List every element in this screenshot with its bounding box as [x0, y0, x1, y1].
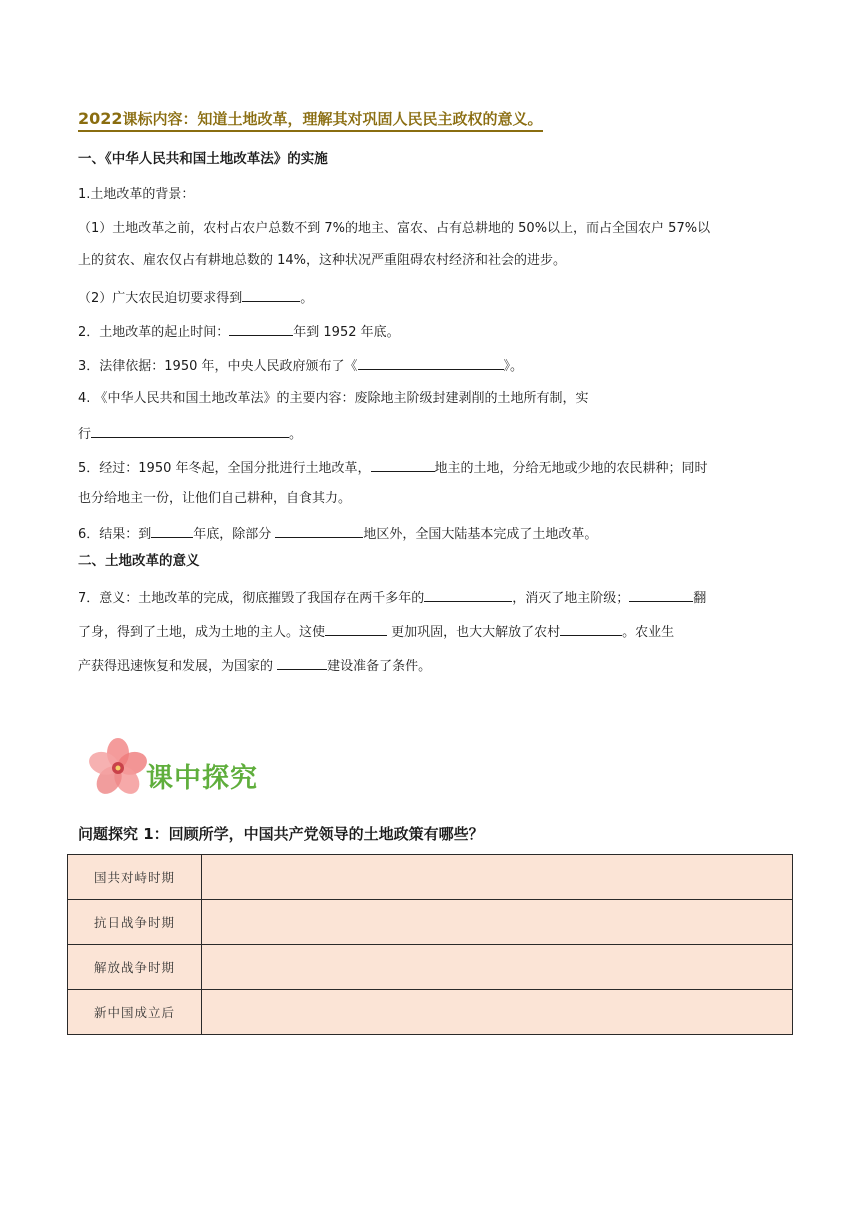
answer-cell[interactable] — [202, 990, 793, 1035]
fill-blank[interactable] — [242, 288, 300, 302]
answer-cell[interactable] — [202, 855, 793, 900]
item7-line2 — [78, 622, 788, 642]
section1-title: 一、《中华人民共和国土地改革法》的实施 — [78, 151, 328, 167]
curriculum-standard — [78, 108, 543, 132]
period-label: 解放战争时期 — [68, 945, 202, 990]
policy-table — [67, 854, 793, 1035]
item7-text-mid: 更加巩固，也大大解放了农村 — [387, 625, 561, 640]
item7-text-end: 。农业生 — [622, 625, 675, 640]
item1-p2-end: 。 — [300, 291, 314, 306]
item3-text: 3．法律依据：1950 年，中央人民政府颁布了《 — [78, 359, 358, 374]
item7-text-end: 建设准备了条件。 — [327, 659, 432, 674]
table-row — [68, 900, 793, 945]
item2 — [78, 322, 788, 342]
item7-text: 了身，得到了土地，成为土地的主人。这使 — [78, 625, 326, 640]
period-label: 国共对峙时期 — [68, 855, 202, 900]
fill-blank[interactable] — [277, 656, 327, 670]
item7-text-mid: ，消灭了地主阶级； — [512, 591, 630, 606]
period-label: 抗日战争时期 — [68, 900, 202, 945]
item6-text-mid: 年底，除部分 — [193, 527, 276, 542]
item4-text: 行 — [78, 427, 92, 442]
item3 — [78, 356, 788, 376]
fill-blank[interactable] — [358, 356, 504, 370]
item4-line1: 4. 《中华人民共和国土地改革法》的主要内容：废除地主阶级封建剥削的土地所有制，实 — [78, 391, 589, 406]
item6-text: 6．结果：到 — [78, 527, 152, 542]
item6 — [78, 524, 788, 544]
fill-blank[interactable] — [151, 524, 193, 538]
item4-line2 — [78, 424, 788, 444]
item6-text-end: 地区外，全国大陆基本完成了土地改革。 — [363, 527, 598, 542]
item7-text-end: 翻 — [693, 591, 707, 606]
fill-blank[interactable] — [275, 524, 363, 538]
item1-p1-line2: 上的贫农、雇农仅占有耕地总数的 14%，这种状况严重阻碍农村经济和社会的进步。 — [78, 253, 567, 268]
answer-cell[interactable] — [202, 945, 793, 990]
banner-title: 课中探究 — [146, 763, 258, 794]
item1-p1-line1: （1）土地改革之前，农村占农户总数不到 7%的地主、富农、占有总耕地的 50%以上，而占全国农户 57%以 — [78, 221, 711, 236]
item7-line1 — [78, 588, 788, 608]
item5-line2: 也分给地主一份，让他们自己耕种，自食其力。 — [78, 491, 352, 506]
item2-text: 2．土地改革的起止时间： — [78, 325, 230, 340]
item1-p2 — [78, 288, 788, 308]
fill-blank[interactable] — [371, 458, 435, 472]
answer-cell[interactable] — [202, 900, 793, 945]
item4-end: 。 — [289, 427, 303, 442]
curriculum-text: 课标内容：知道土地改革，理解其对巩固人民民主政权的意义。 — [122, 110, 543, 128]
item2-end: 年到 1952 年底。 — [293, 325, 400, 340]
item7-text: 产获得迅速恢复和发展，为国家的 — [78, 659, 278, 674]
period-label: 新中国成立后 — [68, 990, 202, 1035]
fill-blank[interactable] — [629, 588, 693, 602]
table-row — [68, 855, 793, 900]
table-row — [68, 990, 793, 1035]
fill-blank[interactable] — [229, 322, 293, 336]
fill-blank[interactable] — [560, 622, 622, 636]
fill-blank[interactable] — [325, 622, 387, 636]
item5-text-after: 地主的土地，分给无地或少地的农民耕种；同时 — [434, 461, 708, 476]
item7-line3 — [78, 656, 788, 676]
item5-text: 5．经过：1950 年冬起，全国分批进行土地改革， — [78, 461, 371, 476]
curriculum-year: 2022 — [78, 109, 123, 128]
table-row — [68, 945, 793, 990]
item1-label: 1.土地改革的背景： — [78, 187, 195, 202]
section2-title: 二、土地改革的意义 — [78, 553, 200, 569]
item5-line1 — [78, 458, 788, 478]
item7-text: 7．意义：土地改革的完成，彻底摧毁了我国存在两千多年的 — [78, 591, 425, 606]
fill-blank[interactable] — [424, 588, 512, 602]
question-title: 问题探究 1：回顾所学，中国共产党领导的土地政策有哪些？ — [78, 825, 484, 843]
item3-end: 》。 — [503, 359, 524, 374]
fill-blank[interactable] — [91, 424, 289, 438]
item1-p2-text: （2）广大农民迫切要求得到 — [78, 291, 243, 306]
